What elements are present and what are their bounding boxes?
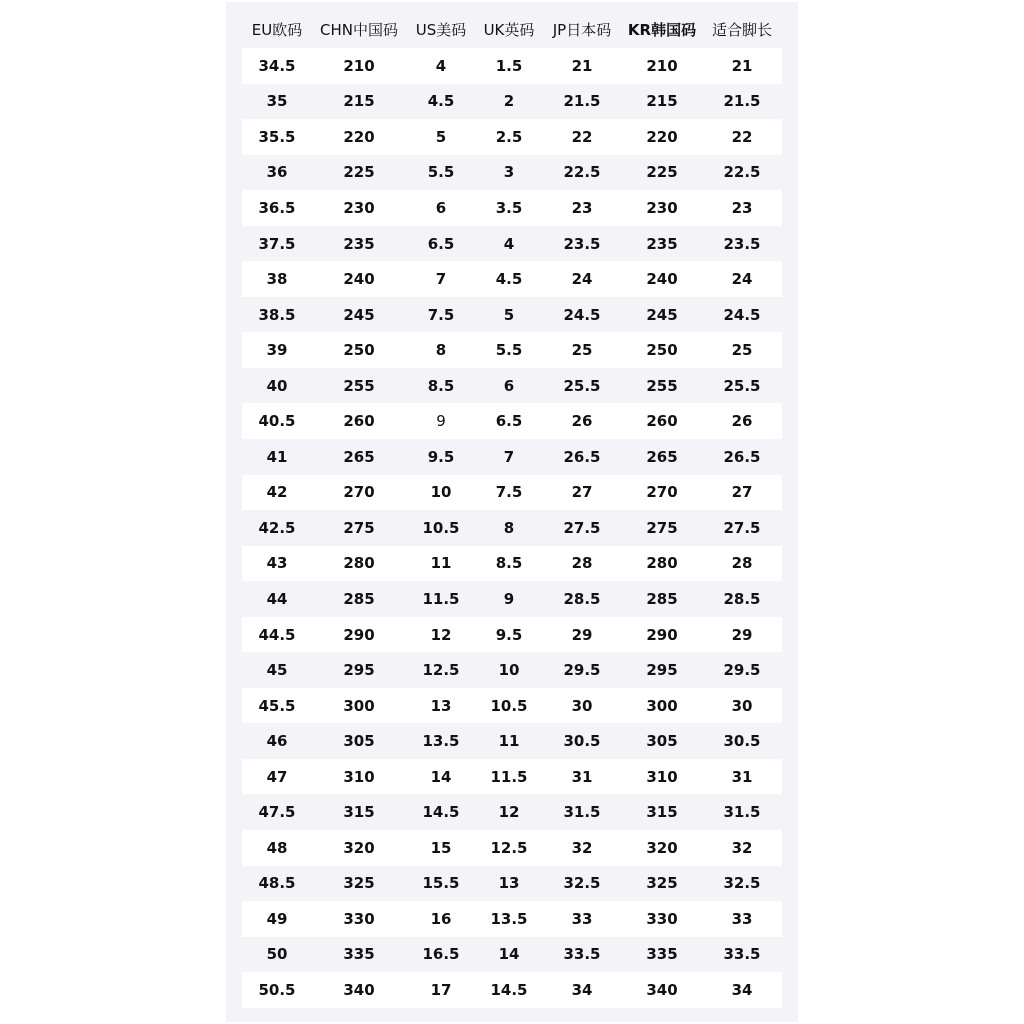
cell-kr: 230 (622, 190, 702, 226)
cell-kr: 265 (622, 439, 702, 475)
cell-jp: 30.5 (542, 723, 622, 759)
cell-jp: 31 (542, 759, 622, 795)
cell-foot-length: 26 (702, 403, 782, 439)
cell-jp: 33 (542, 901, 622, 937)
cell-jp: 33.5 (542, 937, 622, 973)
cell-foot-length: 32.5 (702, 866, 782, 902)
cell-kr: 210 (622, 48, 702, 84)
cell-eu: 42 (242, 475, 312, 511)
table-body (242, 48, 782, 1008)
table-header-row (242, 10, 782, 48)
cell-jp: 27.5 (542, 510, 622, 546)
table-row (242, 759, 782, 795)
cell-chn: 295 (312, 652, 406, 688)
cell-eu: 45.5 (242, 688, 312, 724)
cell-uk: 1.5 (476, 48, 542, 84)
cell-us: 5.5 (406, 155, 476, 191)
cell-foot-length: 27 (702, 475, 782, 511)
cell-jp: 29.5 (542, 652, 622, 688)
cell-eu: 40 (242, 368, 312, 404)
cell-us: 13.5 (406, 723, 476, 759)
table-row (242, 475, 782, 511)
cell-eu: 41 (242, 439, 312, 475)
cell-uk: 11.5 (476, 759, 542, 795)
cell-chn: 320 (312, 830, 406, 866)
size-chart-panel (226, 2, 798, 1022)
table-row (242, 546, 782, 582)
cell-chn: 285 (312, 581, 406, 617)
table-row (242, 652, 782, 688)
cell-kr: 245 (622, 297, 702, 333)
cell-foot-length: 28.5 (702, 581, 782, 617)
cell-kr: 255 (622, 368, 702, 404)
cell-chn: 255 (312, 368, 406, 404)
cell-eu: 38 (242, 261, 312, 297)
cell-foot-length: 30 (702, 688, 782, 724)
table-row (242, 617, 782, 653)
table-row (242, 297, 782, 333)
cell-kr: 235 (622, 226, 702, 262)
cell-uk: 5.5 (476, 332, 542, 368)
cell-us: 11.5 (406, 581, 476, 617)
table-row (242, 48, 782, 84)
cell-chn: 290 (312, 617, 406, 653)
cell-foot-length: 33 (702, 901, 782, 937)
header-uk: UK英码 (483, 20, 535, 39)
cell-eu: 36 (242, 155, 312, 191)
size-conversion-table (242, 10, 782, 1008)
header-jp: JP日本码 (552, 20, 612, 39)
cell-us: 14.5 (406, 794, 476, 830)
cell-kr: 215 (622, 84, 702, 120)
cell-jp: 22.5 (542, 155, 622, 191)
cell-foot-length: 21.5 (702, 84, 782, 120)
cell-kr: 295 (622, 652, 702, 688)
cell-chn: 225 (312, 155, 406, 191)
cell-kr: 335 (622, 937, 702, 973)
cell-kr: 330 (622, 901, 702, 937)
cell-kr: 290 (622, 617, 702, 653)
cell-uk: 10.5 (476, 688, 542, 724)
cell-foot-length: 31 (702, 759, 782, 795)
cell-eu: 50.5 (242, 972, 312, 1008)
cell-chn: 210 (312, 48, 406, 84)
cell-jp: 25 (542, 332, 622, 368)
cell-chn: 230 (312, 190, 406, 226)
cell-uk: 12.5 (476, 830, 542, 866)
cell-kr: 240 (622, 261, 702, 297)
cell-us: 10.5 (406, 510, 476, 546)
cell-chn: 270 (312, 475, 406, 511)
cell-jp: 28 (542, 546, 622, 582)
cell-jp: 32.5 (542, 866, 622, 902)
table-row (242, 155, 782, 191)
cell-jp: 32 (542, 830, 622, 866)
cell-eu: 47 (242, 759, 312, 795)
cell-eu: 50 (242, 937, 312, 973)
cell-eu: 48 (242, 830, 312, 866)
cell-jp: 25.5 (542, 368, 622, 404)
cell-eu: 44 (242, 581, 312, 617)
cell-kr: 315 (622, 794, 702, 830)
cell-eu: 42.5 (242, 510, 312, 546)
cell-us: 6 (406, 190, 476, 226)
cell-us: 4.5 (406, 84, 476, 120)
cell-kr: 320 (622, 830, 702, 866)
cell-chn: 235 (312, 226, 406, 262)
cell-chn: 310 (312, 759, 406, 795)
cell-us: 12.5 (406, 652, 476, 688)
cell-foot-length: 25.5 (702, 368, 782, 404)
cell-us: 16.5 (406, 937, 476, 973)
cell-jp: 29 (542, 617, 622, 653)
cell-us: 16 (406, 901, 476, 937)
cell-us: 8 (406, 332, 476, 368)
cell-eu: 36.5 (242, 190, 312, 226)
table-row (242, 332, 782, 368)
cell-us: 9 (406, 403, 476, 439)
cell-us: 14 (406, 759, 476, 795)
cell-kr: 260 (622, 403, 702, 439)
header-us: US美码 (415, 20, 467, 39)
cell-eu: 40.5 (242, 403, 312, 439)
cell-kr: 285 (622, 581, 702, 617)
cell-eu: 47.5 (242, 794, 312, 830)
cell-uk: 2 (476, 84, 542, 120)
cell-uk: 3.5 (476, 190, 542, 226)
cell-chn: 300 (312, 688, 406, 724)
cell-chn: 340 (312, 972, 406, 1008)
cell-eu: 39 (242, 332, 312, 368)
cell-uk: 10 (476, 652, 542, 688)
cell-foot-length: 21 (702, 48, 782, 84)
cell-us: 6.5 (406, 226, 476, 262)
cell-us: 5 (406, 119, 476, 155)
cell-kr: 310 (622, 759, 702, 795)
header-kr: KR韩国码 (627, 20, 697, 39)
cell-foot-length: 29.5 (702, 652, 782, 688)
cell-eu: 43 (242, 546, 312, 582)
cell-us: 9.5 (406, 439, 476, 475)
table-row (242, 901, 782, 937)
table-row (242, 84, 782, 120)
cell-jp: 31.5 (542, 794, 622, 830)
cell-us: 10 (406, 475, 476, 511)
cell-uk: 14 (476, 937, 542, 973)
cell-foot-length: 23 (702, 190, 782, 226)
cell-eu: 46 (242, 723, 312, 759)
header-foot-length: 适合脚长 (711, 20, 772, 39)
cell-chn: 305 (312, 723, 406, 759)
cell-jp: 23.5 (542, 226, 622, 262)
table-row (242, 190, 782, 226)
table-row (242, 510, 782, 546)
table-row (242, 937, 782, 973)
cell-foot-length: 26.5 (702, 439, 782, 475)
table-row (242, 403, 782, 439)
cell-jp: 22 (542, 119, 622, 155)
cell-chn: 330 (312, 901, 406, 937)
cell-foot-length: 30.5 (702, 723, 782, 759)
cell-us: 7 (406, 261, 476, 297)
cell-jp: 24.5 (542, 297, 622, 333)
cell-uk: 13.5 (476, 901, 542, 937)
cell-foot-length: 23.5 (702, 226, 782, 262)
cell-foot-length: 34 (702, 972, 782, 1008)
table-row (242, 581, 782, 617)
cell-us: 15.5 (406, 866, 476, 902)
cell-kr: 250 (622, 332, 702, 368)
table-row (242, 972, 782, 1008)
cell-eu: 49 (242, 901, 312, 937)
cell-kr: 340 (622, 972, 702, 1008)
cell-chn: 220 (312, 119, 406, 155)
cell-chn: 315 (312, 794, 406, 830)
cell-jp: 21 (542, 48, 622, 84)
cell-eu: 37.5 (242, 226, 312, 262)
cell-eu: 35.5 (242, 119, 312, 155)
cell-us: 11 (406, 546, 476, 582)
cell-uk: 5 (476, 297, 542, 333)
cell-kr: 220 (622, 119, 702, 155)
cell-jp: 23 (542, 190, 622, 226)
cell-uk: 13 (476, 866, 542, 902)
cell-jp: 26 (542, 403, 622, 439)
cell-uk: 2.5 (476, 119, 542, 155)
table-row (242, 368, 782, 404)
cell-uk: 7 (476, 439, 542, 475)
cell-us: 4 (406, 48, 476, 84)
cell-uk: 12 (476, 794, 542, 830)
cell-uk: 3 (476, 155, 542, 191)
cell-foot-length: 33.5 (702, 937, 782, 973)
cell-jp: 30 (542, 688, 622, 724)
cell-foot-length: 22.5 (702, 155, 782, 191)
cell-chn: 240 (312, 261, 406, 297)
table-row (242, 866, 782, 902)
table-row (242, 119, 782, 155)
table-row (242, 261, 782, 297)
cell-foot-length: 29 (702, 617, 782, 653)
cell-chn: 280 (312, 546, 406, 582)
cell-jp: 24 (542, 261, 622, 297)
cell-uk: 11 (476, 723, 542, 759)
cell-foot-length: 25 (702, 332, 782, 368)
cell-chn: 265 (312, 439, 406, 475)
cell-uk: 6.5 (476, 403, 542, 439)
cell-foot-length: 31.5 (702, 794, 782, 830)
cell-kr: 325 (622, 866, 702, 902)
cell-uk: 4 (476, 226, 542, 262)
cell-uk: 9 (476, 581, 542, 617)
cell-foot-length: 22 (702, 119, 782, 155)
cell-uk: 6 (476, 368, 542, 404)
cell-jp: 26.5 (542, 439, 622, 475)
table-row (242, 794, 782, 830)
cell-jp: 21.5 (542, 84, 622, 120)
cell-foot-length: 27.5 (702, 510, 782, 546)
table-row (242, 688, 782, 724)
cell-uk: 8.5 (476, 546, 542, 582)
cell-chn: 335 (312, 937, 406, 973)
cell-us: 12 (406, 617, 476, 653)
cell-chn: 245 (312, 297, 406, 333)
header-eu: EU欧码 (251, 20, 303, 39)
cell-chn: 250 (312, 332, 406, 368)
cell-eu: 34.5 (242, 48, 312, 84)
cell-uk: 9.5 (476, 617, 542, 653)
table-row (242, 830, 782, 866)
cell-kr: 300 (622, 688, 702, 724)
cell-kr: 280 (622, 546, 702, 582)
cell-uk: 4.5 (476, 261, 542, 297)
cell-us: 15 (406, 830, 476, 866)
cell-foot-length: 32 (702, 830, 782, 866)
cell-chn: 215 (312, 84, 406, 120)
cell-chn: 275 (312, 510, 406, 546)
cell-eu: 44.5 (242, 617, 312, 653)
cell-eu: 45 (242, 652, 312, 688)
cell-kr: 275 (622, 510, 702, 546)
cell-us: 8.5 (406, 368, 476, 404)
cell-jp: 34 (542, 972, 622, 1008)
cell-chn: 325 (312, 866, 406, 902)
cell-uk: 14.5 (476, 972, 542, 1008)
table-row (242, 226, 782, 262)
cell-foot-length: 24.5 (702, 297, 782, 333)
table-row (242, 723, 782, 759)
cell-kr: 305 (622, 723, 702, 759)
cell-kr: 270 (622, 475, 702, 511)
cell-kr: 225 (622, 155, 702, 191)
cell-chn: 260 (312, 403, 406, 439)
cell-us: 13 (406, 688, 476, 724)
table-row (242, 439, 782, 475)
cell-us: 7.5 (406, 297, 476, 333)
cell-eu: 35 (242, 84, 312, 120)
header-chn: CHN中国码 (320, 20, 398, 39)
cell-us: 17 (406, 972, 476, 1008)
cell-jp: 27 (542, 475, 622, 511)
cell-eu: 38.5 (242, 297, 312, 333)
cell-jp: 28.5 (542, 581, 622, 617)
cell-uk: 8 (476, 510, 542, 546)
cell-eu: 48.5 (242, 866, 312, 902)
cell-foot-length: 24 (702, 261, 782, 297)
cell-foot-length: 28 (702, 546, 782, 582)
cell-uk: 7.5 (476, 475, 542, 511)
